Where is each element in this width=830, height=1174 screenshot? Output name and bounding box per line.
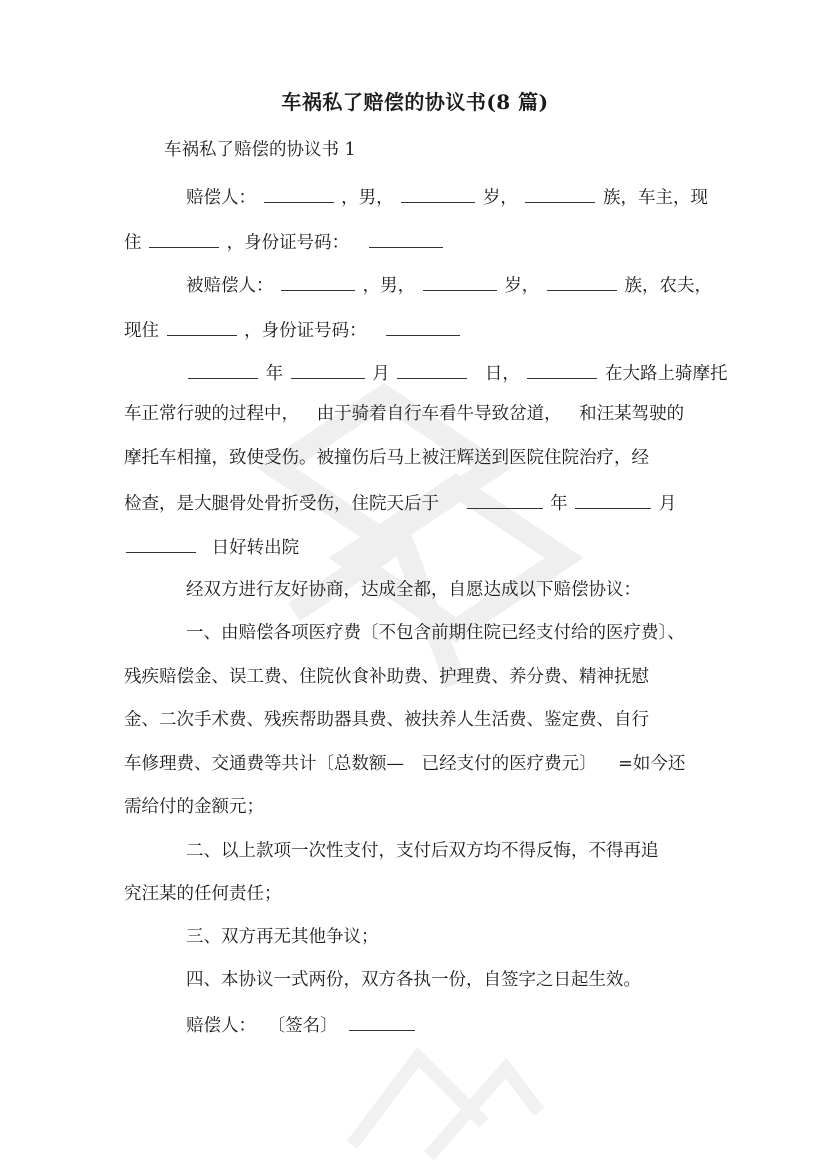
- document-title: 车祸私了赔偿的协议书(8 篇): [281, 90, 549, 114]
- blank-ethnicity[interactable]: [525, 184, 595, 203]
- clause1-line-2: 残疾赔偿金、误工费、住院伙食补助费、护理费、养分费、精神抚慰: [124, 667, 649, 687]
- negotiation-paragraph: 经双方进行友好协商，达成全都，自愿达成以下赔偿协议：: [186, 580, 641, 600]
- blank-discharge-year[interactable]: [467, 490, 543, 509]
- clause1-line-1: 一、由赔偿各项医疗费〔不包含前期住院已经支付给的医疗费〕、: [186, 623, 685, 643]
- clause3: 三、双方再无其他争议；: [186, 927, 379, 947]
- blank-residence[interactable]: [149, 229, 219, 248]
- blank-discharge-month[interactable]: [575, 490, 651, 509]
- injured-line-1: 被赔偿人： ，男， 岁， 族，农夫，: [186, 272, 712, 298]
- clause1-line-5: 需给付的金额元；: [124, 797, 264, 817]
- document-subtitle: 车祸私了赔偿的协议书 1: [164, 140, 356, 160]
- blank-day[interactable]: [397, 360, 467, 379]
- clause2-line-1: 二、以上款项一次性支付，支付后双方均不得反悔，不得再追: [186, 841, 659, 861]
- blank-name[interactable]: [264, 184, 334, 203]
- blank-discharge-day[interactable]: [126, 534, 196, 553]
- blank-name[interactable]: [281, 272, 355, 291]
- blank-id-number[interactable]: [369, 229, 443, 248]
- clause2-line-2: 究汪某的任何责任；: [124, 884, 282, 904]
- incident-line-4: 检查，是大腿骨处骨折受伤，住院天后于 年 月: [124, 490, 676, 516]
- blank-month[interactable]: [291, 360, 365, 379]
- signature-line: 赔偿人： 〔签名〕: [186, 1012, 417, 1038]
- clause4: 四、本协议一式两份，双方各执一份，自签字之日起生效。: [186, 970, 641, 990]
- clause1-line-3: 金、二次手术费、残疾帮助器具费、被扶养人生活费、鉴定费、自行: [124, 710, 649, 730]
- incident-line-3: 摩托车相撞，致使受伤。被撞伤后马上被汪辉送到医院住院治疗，经: [124, 448, 649, 468]
- blank-year[interactable]: [188, 360, 258, 379]
- compensator-line-1: 赔偿人： ，男， 岁， 族，车主，现: [186, 184, 708, 210]
- blank-signature[interactable]: [349, 1012, 415, 1031]
- blank-age[interactable]: [401, 184, 475, 203]
- blank-age[interactable]: [423, 272, 497, 291]
- blank-ethnicity[interactable]: [547, 272, 617, 291]
- blank-person[interactable]: [527, 360, 597, 379]
- incident-line-1: 年 月 日， 在大路上骑摩托: [186, 360, 728, 386]
- injured-line-2: 现住 ，身份证号码：: [124, 317, 462, 343]
- blank-residence[interactable]: [167, 317, 237, 336]
- incident-line-5: 日好转出院: [124, 534, 299, 560]
- clause1-line-4: 车修理费、交通费等共计〔总数额— 已经支付的医疗费元〕 =如今还: [124, 754, 686, 774]
- incident-line-2: 车正常行驶的过程中， 由于骑着自行车看牛导致岔道， 和汪某驾驶的: [124, 404, 685, 424]
- compensator-line-2: 住 ，身份证号码：: [124, 229, 445, 255]
- blank-id-number[interactable]: [386, 317, 460, 336]
